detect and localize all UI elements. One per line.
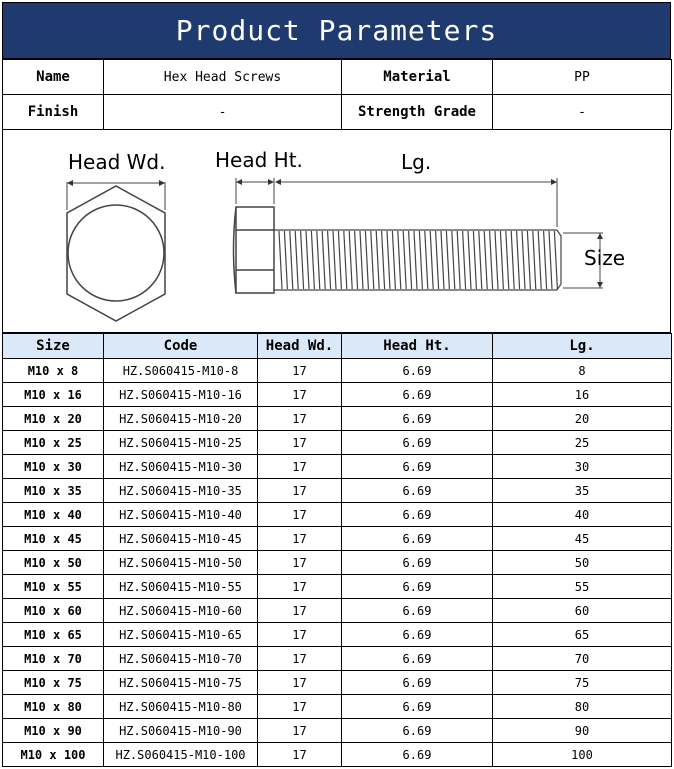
head-ht-cell: 6.69: [342, 383, 493, 407]
size-cell: M10 x 65: [3, 623, 104, 647]
lg-cell: 40: [493, 503, 672, 527]
code-cell: HZ.S060415-M10-8: [104, 359, 258, 383]
name-value: Hex Head Screws: [104, 60, 342, 95]
material-value: PP: [493, 60, 672, 95]
page-title: Product Parameters: [2, 2, 671, 59]
thread-line: [490, 231, 493, 289]
finish-value: -: [104, 95, 342, 130]
lg-cell: 100: [493, 743, 672, 767]
thread-line: [284, 231, 287, 289]
size-label: Size: [584, 246, 626, 270]
head-wd-cell: 17: [258, 623, 342, 647]
head-wd-cell: 17: [258, 671, 342, 695]
code-cell: HZ.S060415-M10-50: [104, 551, 258, 575]
size-cell: M10 x 75: [3, 671, 104, 695]
size-cell: M10 x 45: [3, 527, 104, 551]
thread-line: [328, 231, 331, 289]
thread-line: [371, 231, 374, 289]
thread-line: [549, 231, 552, 289]
head-ht-cell: 6.69: [342, 455, 493, 479]
size-cell: M10 x 20: [3, 407, 104, 431]
thread-line: [365, 231, 368, 289]
head-ht-cell: 6.69: [342, 551, 493, 575]
size-cell: M10 x 55: [3, 575, 104, 599]
table-row: [3, 383, 672, 407]
head-ht-cell: 6.69: [342, 599, 493, 623]
head-ht-cell: 6.69: [342, 575, 493, 599]
thread-line: [338, 231, 341, 289]
thread-line: [517, 231, 520, 289]
length-label: Lg.: [401, 150, 432, 174]
table-row: [3, 743, 672, 767]
thread-line: [468, 231, 471, 289]
thread-line: [403, 231, 406, 289]
head-wd-cell: 17: [258, 599, 342, 623]
code-cell: HZ.S060415-M10-35: [104, 479, 258, 503]
thread-line: [452, 231, 455, 289]
table-row: [3, 359, 672, 383]
thread-line: [349, 231, 352, 289]
head-height-label: Head Ht.: [215, 148, 303, 172]
spec-table: [2, 333, 672, 767]
lg-cell: 25: [493, 431, 672, 455]
head-ht-cell: 6.69: [342, 623, 493, 647]
thread-line: [479, 231, 482, 289]
thread-line: [355, 231, 358, 289]
finish-label: Finish: [3, 95, 104, 130]
hex-head-end-view: [67, 182, 165, 321]
code-cell: HZ.S060415-M10-25: [104, 431, 258, 455]
strength-grade-label: Strength Grade: [342, 95, 493, 130]
head-wd-cell: 17: [258, 455, 342, 479]
thread-line: [522, 231, 525, 289]
head-wd-cell: 17: [258, 503, 342, 527]
column-header-size: Size: [3, 334, 104, 359]
column-header-lg: Lg.: [493, 334, 672, 359]
table-row: [3, 479, 672, 503]
hex-head-side-view: [234, 178, 275, 293]
column-header-head-wd: Head Wd.: [258, 334, 342, 359]
table-row: [3, 575, 672, 599]
thread-line: [360, 231, 363, 289]
head-wd-cell: 17: [258, 575, 342, 599]
head-wd-cell: 17: [258, 719, 342, 743]
code-cell: HZ.S060415-M10-55: [104, 575, 258, 599]
thread-line: [414, 231, 417, 289]
thread-line: [538, 231, 541, 289]
table-row: [3, 623, 672, 647]
lg-cell: 80: [493, 695, 672, 719]
table-row: [3, 503, 672, 527]
head-wd-cell: 17: [258, 695, 342, 719]
table-row: [3, 695, 672, 719]
thread-line: [376, 231, 379, 289]
lg-cell: 65: [493, 623, 672, 647]
table-row: [3, 719, 672, 743]
lg-cell: 70: [493, 647, 672, 671]
thread-line: [306, 231, 309, 289]
thread-line: [419, 231, 422, 289]
thread-line: [446, 231, 449, 289]
size-cell: M10 x 16: [3, 383, 104, 407]
code-cell: HZ.S060415-M10-40: [104, 503, 258, 527]
head-ht-cell: 6.69: [342, 407, 493, 431]
thread-line: [457, 231, 460, 289]
size-cell: M10 x 50: [3, 551, 104, 575]
size-cell: M10 x 30: [3, 455, 104, 479]
thread-line: [295, 231, 298, 289]
table-row: [3, 647, 672, 671]
column-header-head-ht: Head Ht.: [342, 334, 493, 359]
head-wd-cell: 17: [258, 527, 342, 551]
thread-line: [333, 231, 336, 289]
size-cell: M10 x 60: [3, 599, 104, 623]
lg-cell: 50: [493, 551, 672, 575]
code-cell: HZ.S060415-M10-30: [104, 455, 258, 479]
head-ht-cell: 6.69: [342, 743, 493, 767]
size-cell: M10 x 25: [3, 431, 104, 455]
table-row: [3, 551, 672, 575]
lg-cell: 60: [493, 599, 672, 623]
head-ht-cell: 6.69: [342, 671, 493, 695]
thread-line: [544, 231, 547, 289]
column-header-code: Code: [104, 334, 258, 359]
thread-line: [409, 231, 412, 289]
size-cell: M10 x 100: [3, 743, 104, 767]
head-ht-cell: 6.69: [342, 431, 493, 455]
thread-line: [500, 231, 503, 289]
head-ht-cell: 6.69: [342, 719, 493, 743]
thread-line: [387, 231, 390, 289]
thread-line: [533, 231, 536, 289]
thread-line: [392, 231, 395, 289]
thread-line: [317, 231, 320, 289]
thread-line: [279, 231, 282, 289]
threaded-shank: [274, 178, 603, 290]
thread-line: [344, 231, 347, 289]
lg-cell: 35: [493, 479, 672, 503]
head-ht-cell: 6.69: [342, 503, 493, 527]
head-wd-cell: 17: [258, 647, 342, 671]
thread-line: [473, 231, 476, 289]
thread-line: [495, 231, 498, 289]
thread-line: [311, 231, 314, 289]
table-row: [3, 599, 672, 623]
code-cell: HZ.S060415-M10-60: [104, 599, 258, 623]
size-cell: M10 x 35: [3, 479, 104, 503]
size-cell: M10 x 90: [3, 719, 104, 743]
head-wd-cell: 17: [258, 383, 342, 407]
head-wd-cell: 17: [258, 551, 342, 575]
info-table: [2, 59, 672, 130]
code-cell: HZ.S060415-M10-20: [104, 407, 258, 431]
spec-header-row: [3, 334, 672, 359]
thread-line: [527, 231, 530, 289]
code-cell: HZ.S060415-M10-16: [104, 383, 258, 407]
head-wd-cell: 17: [258, 407, 342, 431]
lg-cell: 55: [493, 575, 672, 599]
material-label: Material: [342, 60, 493, 95]
strength-grade-value: -: [493, 95, 672, 130]
screw-diagram: [2, 130, 671, 333]
thread-line: [484, 231, 487, 289]
head-width-label: Head Wd.: [68, 150, 166, 174]
head-ht-cell: 6.69: [342, 359, 493, 383]
thread-line: [322, 231, 325, 289]
name-label: Name: [3, 60, 104, 95]
head-ht-cell: 6.69: [342, 527, 493, 551]
table-row: [3, 431, 672, 455]
code-cell: HZ.S060415-M10-100: [104, 743, 258, 767]
lg-cell: 75: [493, 671, 672, 695]
code-cell: HZ.S060415-M10-65: [104, 623, 258, 647]
code-cell: HZ.S060415-M10-90: [104, 719, 258, 743]
table-row: [3, 455, 672, 479]
thread-line: [554, 231, 557, 289]
thread-line: [382, 231, 385, 289]
thread-line: [441, 231, 444, 289]
head-wd-cell: 17: [258, 431, 342, 455]
thread-line: [290, 231, 293, 289]
code-cell: HZ.S060415-M10-80: [104, 695, 258, 719]
table-row: [3, 671, 672, 695]
lg-cell: 20: [493, 407, 672, 431]
head-wd-cell: 17: [258, 743, 342, 767]
head-wd-cell: 17: [258, 359, 342, 383]
size-cell: M10 x 80: [3, 695, 104, 719]
thread-line: [463, 231, 466, 289]
head-ht-cell: 6.69: [342, 647, 493, 671]
size-cell: M10 x 8: [3, 359, 104, 383]
thread-line: [511, 231, 514, 289]
code-cell: HZ.S060415-M10-70: [104, 647, 258, 671]
code-cell: HZ.S060415-M10-45: [104, 527, 258, 551]
thread-line: [506, 231, 509, 289]
thread-line: [425, 231, 428, 289]
code-cell: HZ.S060415-M10-75: [104, 671, 258, 695]
head-ht-cell: 6.69: [342, 695, 493, 719]
lg-cell: 45: [493, 527, 672, 551]
lg-cell: 8: [493, 359, 672, 383]
lg-cell: 30: [493, 455, 672, 479]
size-cell: M10 x 70: [3, 647, 104, 671]
product-sheet: [2, 2, 671, 767]
lg-cell: 16: [493, 383, 672, 407]
head-wd-cell: 17: [258, 479, 342, 503]
thread-line: [301, 231, 304, 289]
table-row: [3, 527, 672, 551]
size-cell: M10 x 40: [3, 503, 104, 527]
table-row: [3, 407, 672, 431]
head-ht-cell: 6.69: [342, 479, 493, 503]
thread-line: [398, 231, 401, 289]
lg-cell: 90: [493, 719, 672, 743]
thread-line: [430, 231, 433, 289]
thread-line: [436, 231, 439, 289]
